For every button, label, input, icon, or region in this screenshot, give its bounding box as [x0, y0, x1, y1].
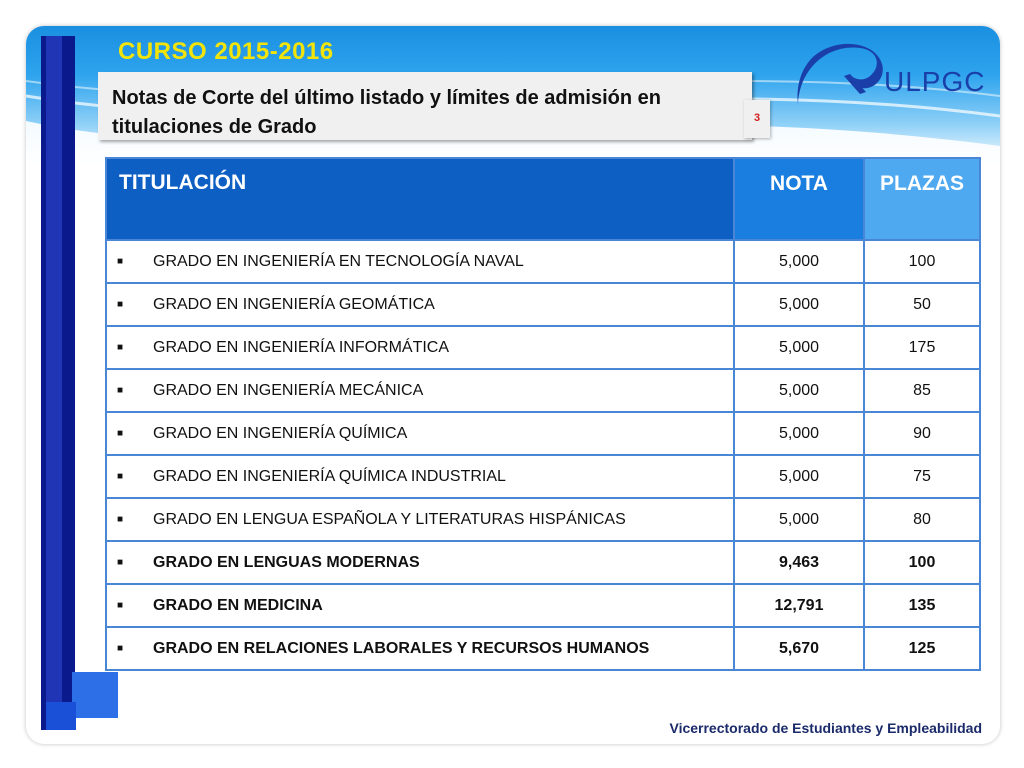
table-row: [106, 455, 980, 498]
nota-value: 12,791: [734, 584, 864, 627]
column-header-plazas: PLAZAS: [864, 158, 980, 240]
bullet-icon: ■: [117, 384, 124, 396]
titulacion-name: GRADO EN INGENIERÍA QUÍMICA: [153, 424, 408, 442]
plazas-value: 75: [864, 455, 980, 498]
table-row: [106, 541, 980, 584]
titulacion-name: GRADO EN INGENIERÍA GEOMÁTICA: [153, 295, 435, 313]
table-row: [106, 369, 980, 412]
plazas-value: 100: [864, 240, 980, 283]
titulacion-name: GRADO EN INGENIERÍA QUÍMICA INDUSTRIAL: [153, 467, 506, 485]
column-header-titulacion: TITULACIÓN: [106, 158, 734, 240]
page-number: 3: [753, 112, 761, 124]
decorative-square-small: [46, 702, 76, 730]
plazas-value: 100: [864, 541, 980, 584]
footer-text: Vicerrectorado de Estudiantes y Empleabilidad: [669, 720, 982, 736]
table-row: [106, 326, 980, 369]
nota-value: 5,000: [734, 455, 864, 498]
titulacion-name: GRADO EN LENGUA ESPAÑOLA Y LITERATURAS HISPÁNICAS: [153, 510, 626, 528]
plazas-value: 135: [864, 584, 980, 627]
titulacion-name: GRADO EN LENGUAS MODERNAS: [153, 553, 420, 571]
nota-value: 5,000: [734, 412, 864, 455]
plazas-value: 85: [864, 369, 980, 412]
bullet-icon: ■: [117, 298, 124, 310]
decorative-square: [72, 672, 118, 718]
nota-value: 9,463: [734, 541, 864, 584]
table-row: [106, 240, 980, 283]
subtitle-box: [98, 72, 752, 140]
titulacion-name: GRADO EN MEDICINA: [153, 596, 323, 614]
titulacion-name: GRADO EN INGENIERÍA EN TECNOLOGÍA NAVAL: [153, 252, 524, 270]
left-decorative-bar-inner: [46, 36, 62, 730]
table-row: [106, 584, 980, 627]
bullet-icon: ■: [117, 470, 124, 482]
plazas-value: 125: [864, 627, 980, 670]
table-row: [106, 283, 980, 326]
table-row: [106, 498, 980, 541]
nota-value: 5,000: [734, 369, 864, 412]
bullet-icon: ■: [117, 341, 124, 353]
nota-value: 5,000: [734, 283, 864, 326]
titulacion-name: GRADO EN INGENIERÍA INFORMÁTICA: [153, 338, 450, 356]
bullet-icon: ■: [117, 427, 124, 439]
nota-value: 5,670: [734, 627, 864, 670]
plazas-value: 175: [864, 326, 980, 369]
grades-table: [105, 157, 981, 671]
bullet-icon: ■: [117, 513, 124, 525]
plazas-value: 50: [864, 283, 980, 326]
nota-value: 5,000: [734, 498, 864, 541]
table-row: [106, 627, 980, 670]
plazas-value: 80: [864, 498, 980, 541]
bullet-icon: ■: [117, 255, 124, 267]
table-header-row: [106, 158, 980, 240]
plazas-value: 90: [864, 412, 980, 455]
column-header-nota: NOTA: [734, 158, 864, 240]
nota-value: 5,000: [734, 240, 864, 283]
course-title: CURSO 2015-2016: [118, 38, 334, 65]
bullet-icon: ■: [117, 556, 124, 568]
bullet-icon: ■: [117, 599, 124, 611]
subtitle-text: Notas de Corte del último listado y límites de admisión en titulaciones de Grado: [112, 87, 661, 138]
logo-text: ULPGC: [884, 66, 986, 97]
nota-value: 5,000: [734, 326, 864, 369]
titulacion-name: GRADO EN RELACIONES LABORALES Y RECURSOS HUMANOS: [153, 639, 650, 657]
page-number-box: [744, 100, 770, 138]
bullet-icon: ■: [117, 642, 124, 654]
table-row: [106, 412, 980, 455]
titulacion-name: GRADO EN INGENIERÍA MECÁNICA: [153, 381, 424, 399]
